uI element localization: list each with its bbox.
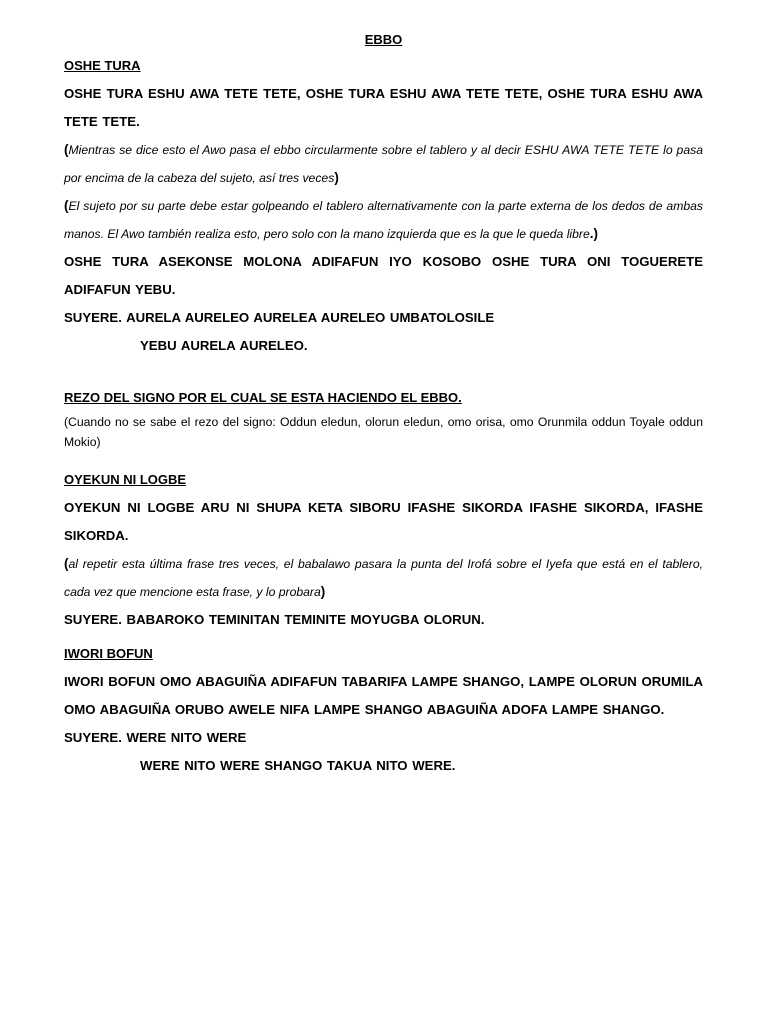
- section-heading: REZO DEL SIGNO POR EL CUAL SE ESTA HACIENDO EL EBBO.: [64, 390, 462, 405]
- section-rezo-del-signo: [64, 390, 703, 452]
- suyere-line: SUYERE. WERE NITO WERE: [64, 730, 247, 745]
- note-text: Mientras se dice esto el Awo pasa el ebbo circularmente sobre el tablero y al decir ESHU AWA TETE TETE lo pasa por encima de la cabeza del sujeto, así tres veces: [64, 143, 703, 185]
- note-text: al repetir esta última frase tres veces, el babalawo pasara la punta del Irofá sobre el Iyefa que está en el tablero, cada vez que mencione esta frase, y lo probara: [64, 557, 703, 599]
- instruction-note: [64, 136, 703, 192]
- instruction-note: [64, 550, 703, 606]
- document-title: EBBO: [364, 32, 403, 47]
- suyere-line: SUYERE. BABAROKO TEMINITAN TEMINITE MOYUGBA OLORUN.: [64, 612, 485, 627]
- section-heading: OYEKUN NI LOGBE: [64, 472, 187, 487]
- open-paren: (: [64, 198, 69, 213]
- section-iwori-bofun: [64, 646, 703, 780]
- document-page: [64, 30, 703, 780]
- close-paren: ): [320, 584, 326, 599]
- note-text: El sujeto por su parte debe estar golpeando el tablero alternativamente con la parte externa de los dedos de ambas manos. El Awo también realiza esto, pero solo con la mano izquierda que es la que le queda libre: [64, 199, 703, 241]
- section-heading: OSHE TURA: [64, 58, 141, 73]
- section-heading: IWORI BOFUN: [64, 646, 153, 661]
- chant-text: IWORI BOFUN OMO ABAGUIÑA ADIFAFUN TABARIFA LAMPE SHANGO, LAMPE OLORUN ORUMILA OMO ABAGUIÑA ORUBO AWELE NIFA LAMPE SHANGO ABAGUIÑA ADOFA LAMPE SHANGO.: [64, 674, 703, 717]
- close-paren: ): [334, 170, 339, 185]
- suyere-line: SUYERE. AURELA AURELEO AURELEA AURELEO UMBATOLOSILE: [64, 310, 495, 325]
- open-paren: (: [64, 142, 69, 157]
- section-oyekun-ni-logbe: [64, 472, 703, 634]
- close-paren: .): [589, 226, 598, 241]
- chant-text: OSHE TURA ESHU AWA TETE TETE, OSHE TURA ESHU AWA TETE TETE, OSHE TURA ESHU AWA TETE TETE.: [64, 86, 703, 129]
- suyere-continuation: WERE NITO WERE SHANGO TAKUA NITO WERE.: [140, 758, 456, 773]
- open-paren: (: [64, 556, 69, 571]
- section-oshe-tura: [64, 58, 703, 360]
- suyere-continuation: YEBU AURELA AURELEO.: [140, 338, 308, 353]
- chant-text: OSHE TURA ASEKONSE MOLONA ADIFAFUN IYO KOSOBO OSHE TURA ONI TOGUERETE ADIFAFUN YEBU.: [64, 254, 703, 297]
- explanatory-text: (Cuando no se sabe el rezo del signo: Oddun eledun, olorun eledun, omo orisa, omo Orunmila oddun Toyale oddun Mokio): [64, 415, 703, 449]
- instruction-note: [64, 192, 703, 248]
- chant-text: OYEKUN NI LOGBE ARU NI SHUPA KETA SIBORU IFASHE SIKORDA IFASHE SIKORDA, IFASHE SIKORDA.: [64, 500, 703, 543]
